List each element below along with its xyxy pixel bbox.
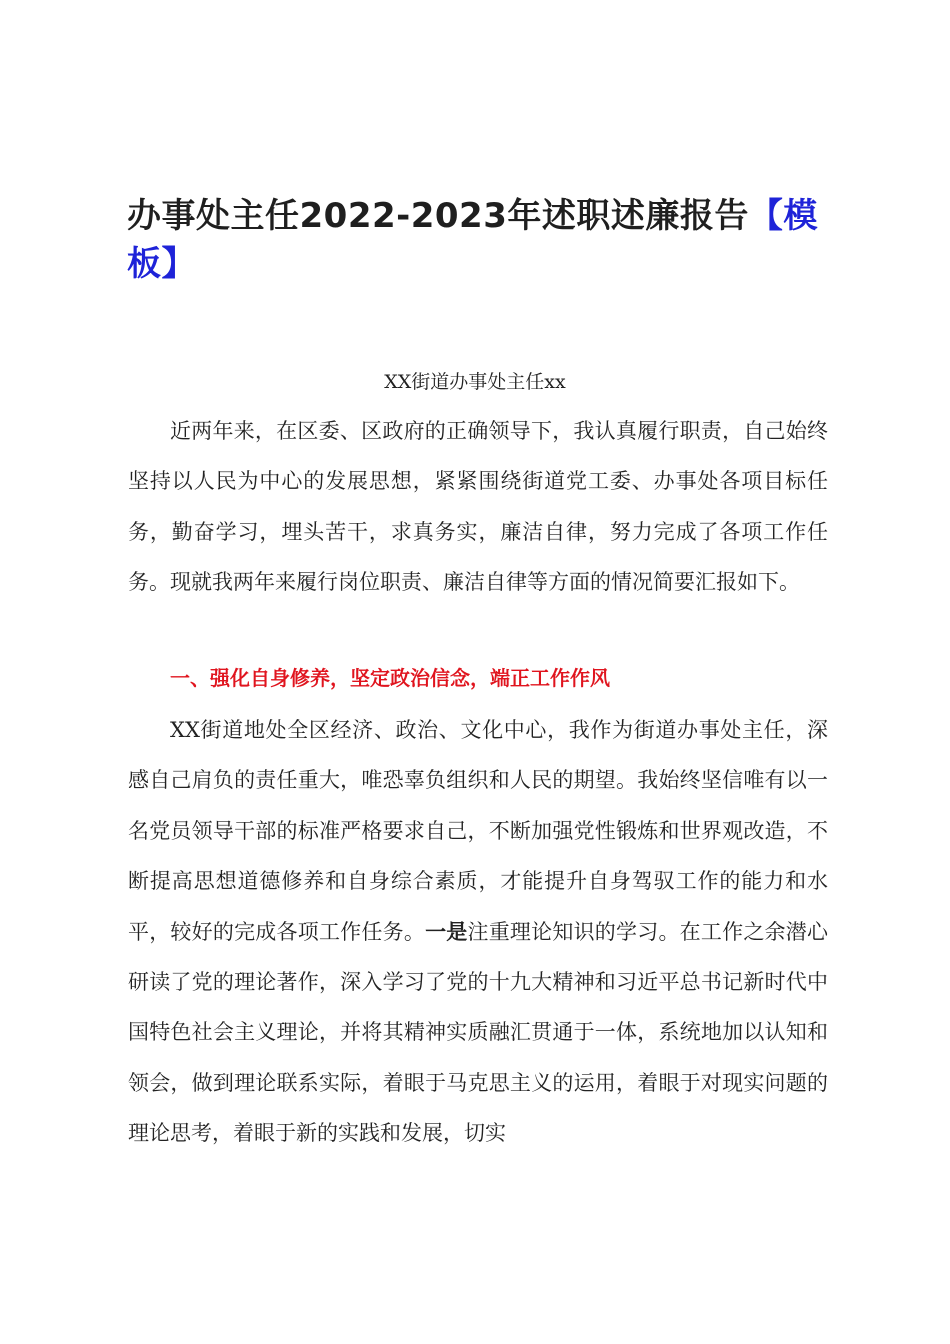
intro-paragraph: 近两年来，在区委、区政府的正确领导下，我认真履行职责，自己始终坚持以人民为中心的发展思想，紧紧围绕街道党工委、办事处各项目标任务，勤奋学习，埋头苦干，求真务实，廉洁自律，努力完成了各项工作任务。现就我两年来履行岗位职责、廉洁自律等方面的情况简要汇报如下。 <box>128 419 828 595</box>
author-line: XX街道办事处主任xx <box>384 371 566 393</box>
section-heading-1: 一、强化自身修养，坚定政治信念，端正工作作风 <box>170 666 610 690</box>
section-1-text-b: 注重理论知识的学习。在工作之余潜心研读了党的理论著作，深入学习了党的十九大精神和习近平总书记新时代中国特色社会主义理论，并将其精神实质融汇贯通于一体，系统地加以认知和领会，做到理论联系实际，着眼于马克思主义的运用，着眼于对现实问题的理论思考，着眼于新的实践和发展，切实 <box>128 919 828 1146</box>
document-title <box>127 192 842 288</box>
section-1-paragraph <box>128 705 828 1159</box>
section-1-text-a: XX街道地处全区经济、政治、文化中心，我作为街道办事处主任，深感自己肩负的责任重大，唯恐辜负组织和人民的期望。我始终坚信唯有以一名党员领导干部的标准严格要求自己，不断加强党性锻炼和世界观改造，不断提高思想道德修养和自身综合素质，才能提升自身驾驭工作的能力和水平，较好的完成各项工作任务。 <box>128 718 828 944</box>
title-main: 办事处主任2022-2023年述职述廉报告 <box>127 196 749 236</box>
emphasis-first-point: 一是 <box>425 918 468 944</box>
title-template-tag: 【模板】 <box>127 196 818 284</box>
